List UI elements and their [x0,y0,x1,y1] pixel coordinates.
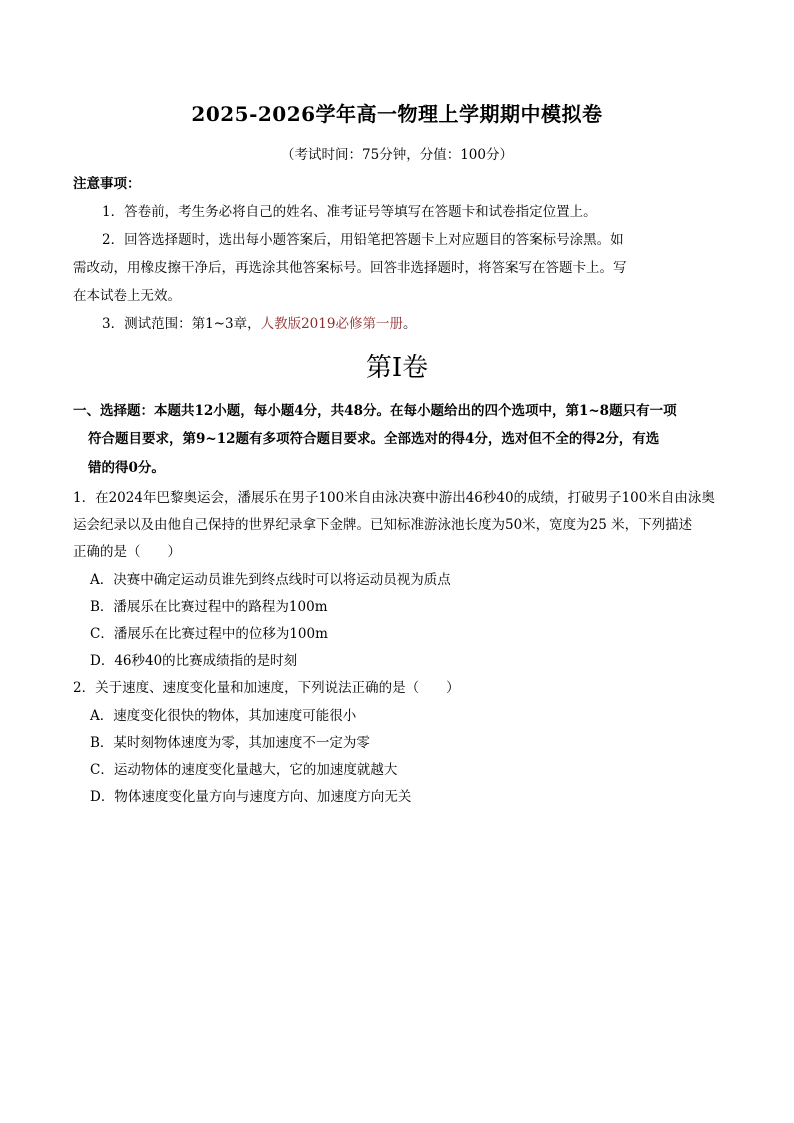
question-1-line-2: 运会纪录以及由他自己保持的世界纪录拿下金牌。已知标准游泳池长度为50米，宽度为25 米，下列描述 [73,517,693,533]
notes-item-3 [102,316,416,332]
question-1-line-1: 1．在2024年巴黎奥运会，潘展乐在男子100米自由泳决赛中游出46秒40的成绩，打破男子100米自由泳奥 [73,490,715,506]
exam-subtitle: （考试时间：75分钟，分值：100分） [281,147,513,163]
question-1-option-b: B．潘展乐在比赛过程中的路程为100m [90,599,328,615]
question-2-option-d: D．物体速度变化量方向与速度方向、加速度方向无关 [90,789,412,805]
notes-item-3-prefix: 3．测试范围：第1~3章， [102,316,261,332]
question-1-option-c: C．潘展乐在比赛过程中的位移为100m [90,626,328,642]
exam-title: 2025-2026学年高一物理上学期期中模拟卷 [191,102,603,126]
notes-heading: 注意事项： [73,176,141,192]
question-1-option-a: A．决赛中确定运动员谁先到终点线时可以将运动员视为质点 [90,572,451,588]
notes-item-2-line-1: 2．回答选择题时，选出每小题答案后，用铅笔把答题卡上对应题目的答案标号涂黑。如 [102,232,624,248]
notes-item-1: 1．答卷前，考生务必将自己的姓名、准考证号等填写在答题卡和试卷指定位置上。 [102,204,597,220]
notes-item-2-line-2: 需改动，用橡皮擦干净后，再选涂其他答案标号。回答非选择题时，将答案写在答题卡上。写 [73,260,627,276]
question-1-option-d: D．46秒40的比赛成绩指的是时刻 [90,653,298,669]
section-1-instructions-line-1: 一、选择题：本题共12小题，每小题4分，共48分。在每小题给出的四个选项中，第1~8题只有一项 [73,403,677,419]
question-2-option-a: A．速度变化很快的物体，其加速度可能很小 [90,708,357,724]
question-2-option-b: B．某时刻物体速度为零，其加速度不一定为零 [90,735,370,751]
section-1-instructions-line-2: 符合题目要求，第9~12题有多项符合题目要求。全部选对的得4分，选对但不全的得2分，有选 [88,431,660,447]
notes-item-3-suffix: 。 [402,316,417,332]
question-2-option-c: C．运动物体的速度变化量越大，它的加速度就越大 [90,762,398,778]
section-1-instructions-line-3: 错的得0分。 [88,460,165,476]
notes-item-2-line-3: 在本试卷上无效。 [73,288,181,304]
notes-item-3-textbook: 人教版2019必修第一册 [260,316,403,332]
question-1-line-3: 正确的是（ ） [73,544,181,560]
volume-title: 第Ⅰ卷 [365,353,429,383]
question-2-line-1: 2．关于速度、速度变化量和加速度，下列说法正确的是（ ） [73,680,460,696]
